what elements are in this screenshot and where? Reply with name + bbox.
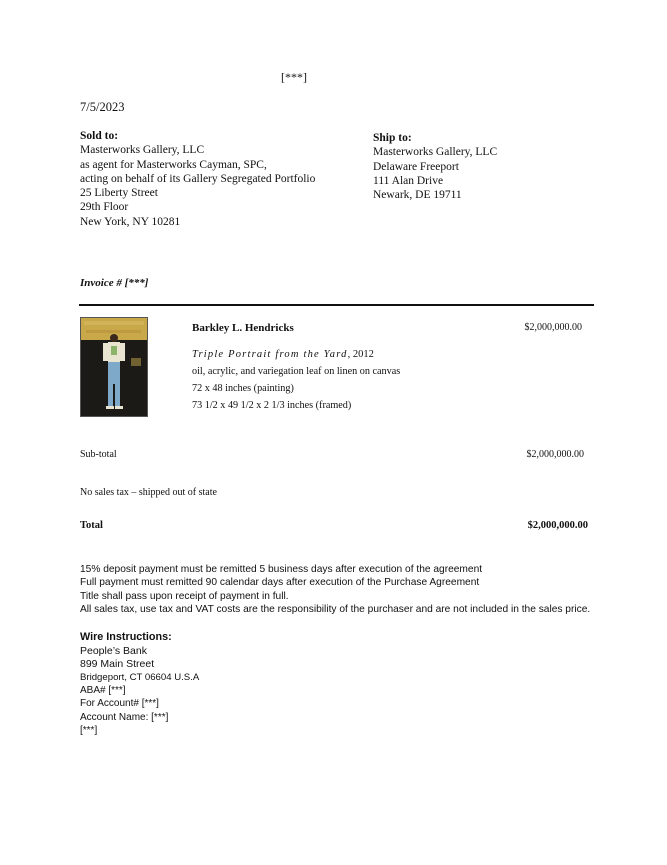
tax-note: No sales tax – shipped out of state [80, 487, 217, 498]
terms-line: All sales tax, use tax and VAT costs are the responsibility of the purchaser and are not included in the sales price. [80, 604, 591, 616]
artwork-title-line [192, 349, 374, 360]
sold-to-line: as agent for Masterworks Cayman, SPC, [80, 158, 267, 171]
sold-to-line: New York, NY 10281 [80, 215, 181, 228]
artwork-thumbnail [80, 317, 148, 417]
wire-account: For Account# [***] [80, 698, 159, 709]
sold-to-block [80, 129, 315, 229]
ship-to-label: Ship to: [373, 132, 412, 144]
invoice-date: 7/5/2023 [80, 100, 125, 114]
total-value: $2,000,000.00 [527, 520, 588, 531]
wire-city: Bridgeport, CT 06604 U.S.A [80, 672, 200, 683]
ship-to-line: 111 Alan Drive [373, 174, 444, 187]
wire-redacted: [***] [80, 725, 98, 736]
wire-instructions-heading: Wire Instructions: [80, 631, 172, 643]
wire-aba: ABA# [***] [80, 685, 126, 696]
item-price: $2,000,000.00 [524, 322, 582, 333]
terms-line: Title shall pass upon receipt of payment in full. [80, 590, 289, 602]
ship-to-line: Newark, DE 19711 [373, 189, 462, 202]
artwork-title: Triple Portrait from the Yard [192, 349, 348, 360]
payment-terms [80, 563, 590, 617]
ship-to-line: Delaware Freeport [373, 160, 459, 173]
artwork-size-framed: 73 1/2 x 49 1/2 x 2 1/3 inches (framed) [192, 400, 352, 411]
subtotal-value: $2,000,000.00 [526, 449, 584, 460]
sold-to-line: 25 Liberty Street [80, 187, 158, 200]
invoice-number: Invoice # [***] [80, 277, 149, 289]
total-label: Total [80, 520, 103, 531]
sold-to-line: Masterworks Gallery, LLC [80, 144, 205, 157]
wire-street: 899 Main Street [80, 658, 155, 670]
terms-line: 15% deposit payment must be remitted 5 business days after execution of the agreement [80, 564, 483, 575]
ship-to-block [373, 131, 497, 202]
sold-to-label: Sold to: [80, 130, 119, 142]
terms-line: Full payment must remitted 90 calendar days after execution of the Purchase Agreement [80, 577, 480, 589]
sold-to-line: acting on behalf of its Gallery Segregated Portfolio [80, 172, 316, 185]
sold-to-line: 29th Floor [80, 201, 129, 214]
wire-bank: People’s Bank [80, 645, 147, 657]
artwork-year: , 2012 [347, 349, 374, 360]
wire-account-name: Account Name: [***] [80, 712, 169, 723]
artist-name: Barkley L. Hendricks [192, 322, 294, 334]
artwork-size-painting: 72 x 48 inches (painting) [192, 383, 294, 394]
artwork-medium: oil, acrylic, and variegation leaf on linen on canvas [192, 366, 401, 377]
subtotal-label: Sub-total [80, 449, 117, 460]
header-rule [79, 304, 594, 306]
redacted-reference: [***] [281, 70, 307, 84]
ship-to-line: Masterworks Gallery, LLC [373, 146, 498, 159]
